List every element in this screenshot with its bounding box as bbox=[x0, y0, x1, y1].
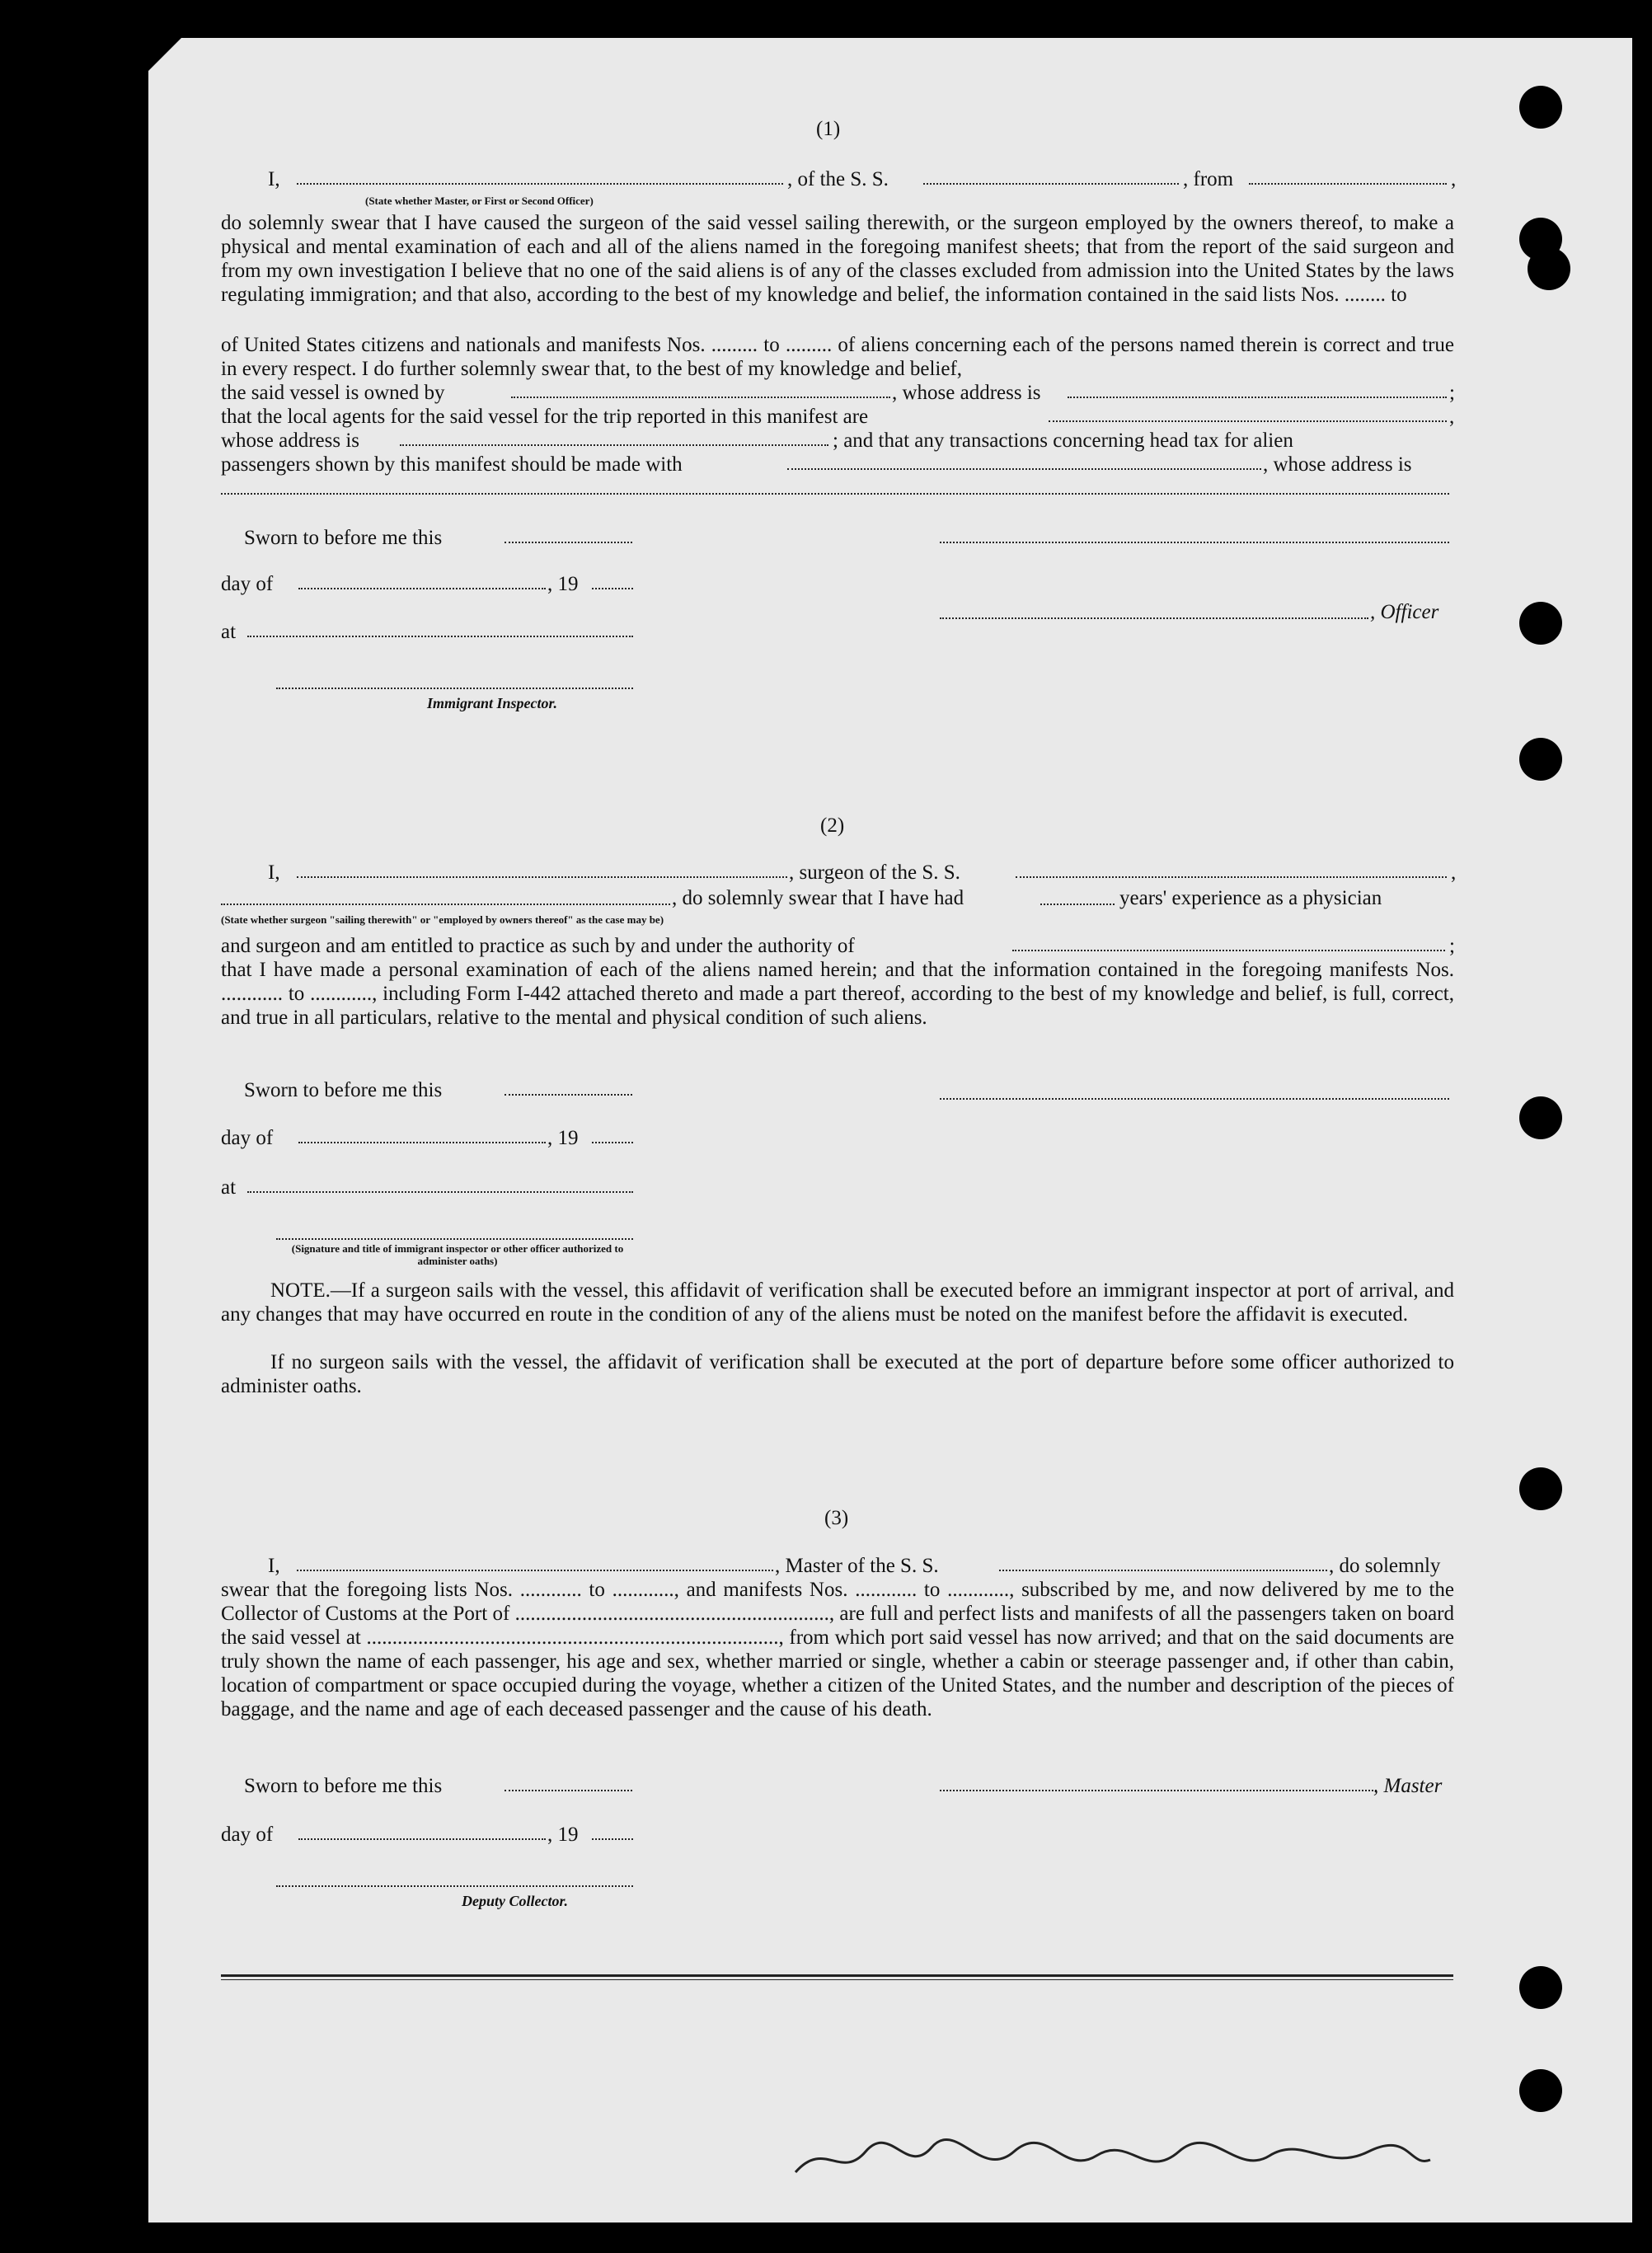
sworn-day-field[interactable] bbox=[505, 542, 632, 543]
ship-name-field[interactable] bbox=[923, 183, 1179, 185]
surgeon-year-field[interactable] bbox=[592, 1142, 633, 1143]
owner-field[interactable] bbox=[511, 397, 890, 398]
master-sworn-day-field[interactable] bbox=[505, 1790, 632, 1791]
agents-address-field[interactable] bbox=[400, 444, 828, 446]
line-comma: , bbox=[1451, 168, 1457, 190]
master-month-field[interactable] bbox=[298, 1838, 546, 1840]
agents-label: that the local agents for the said vessel for the trip reported in this manifest are bbox=[221, 406, 869, 428]
section-2-number: (2) bbox=[820, 814, 845, 837]
surgeon-place-field[interactable] bbox=[247, 1191, 633, 1193]
master-year-field[interactable] bbox=[592, 1838, 633, 1840]
bottom-rule bbox=[221, 1974, 1453, 1977]
surgeon-sworn-day-field[interactable] bbox=[505, 1094, 632, 1096]
surgeon-oath-text: , do solemnly swear that I have had bbox=[672, 887, 964, 909]
surgeon-ship-label: , surgeon of the S. S. bbox=[789, 861, 960, 884]
month-field[interactable] bbox=[298, 588, 546, 589]
binder-hole bbox=[1519, 1966, 1562, 2009]
officer-name-field[interactable] bbox=[297, 183, 783, 185]
section-1-number: (1) bbox=[816, 118, 841, 140]
master-name-field[interactable] bbox=[297, 1570, 773, 1571]
surgeon-line-comma: , bbox=[1451, 861, 1457, 884]
officer-title: , Officer bbox=[1370, 601, 1439, 623]
master-name-label: I, bbox=[268, 1555, 280, 1577]
master-oath-paragraph: swear that the foregoing lists Nos. ............ to ............, and manifests Nos. ............ to ............, subscribed by me, and now delivered by me to the Collector of Customs at the Port of ............................................................., are full and perfect lists and manifests of all the passengers taken on board the said vessel at ................................................................................, from which port said vessel has now arrived; and that on the said documents are truly shown the name of each passenger, his age and sex, whether married or single, whether a cabin or steerage passenger and, if other than cabin, location of compartment or space occupied during the voyage, whether a citizen of the United States, and the number and description of the pieces of baggage, and the name and age of each deceased passenger and the cause of his death. bbox=[221, 1579, 1454, 1720]
bottom-rule-lower bbox=[221, 1979, 1453, 1980]
surgeon-status-field[interactable] bbox=[221, 904, 670, 905]
master-year-label: , 19 bbox=[547, 1824, 579, 1846]
inspector-signature-field[interactable] bbox=[276, 688, 633, 689]
binder-hole bbox=[1519, 602, 1562, 645]
owner-address-label: , whose address is bbox=[892, 382, 1041, 404]
place-field[interactable] bbox=[247, 636, 633, 637]
master-title: , Master bbox=[1373, 1775, 1443, 1797]
oath-paragraph: do solemnly swear that I have caused the surgeon of the said vessel sailing therewith, or the surgeon employed by the owners thereof, to make a physical and mental examination of each and all of the aliens named in the foregoing manifest sheets; that from the report of the said surgeon and from my own investigation I believe that no one of the said aliens is of any of the classes excluded from admission into the United States by the laws regulating immigration; and that also, according to the best of my knowledge and belief, the information contained in the said lists Nos. ........ to bbox=[221, 212, 1454, 306]
surgeon-month-field[interactable] bbox=[298, 1142, 546, 1143]
immigrant-inspector-label: Immigrant Inspector. bbox=[427, 695, 558, 711]
authority-field[interactable] bbox=[1012, 950, 1445, 951]
surgeon-day-of-label: day of bbox=[221, 1127, 274, 1149]
sworn-label: Sworn to before me this bbox=[244, 527, 443, 549]
binder-hole bbox=[1519, 2069, 1562, 2112]
master-ship-field[interactable] bbox=[999, 1570, 1327, 1571]
deputy-collector-label: Deputy Collector. bbox=[462, 1893, 568, 1909]
surgeon-name-field[interactable] bbox=[297, 876, 787, 878]
officer-signature-line-1[interactable] bbox=[940, 542, 1449, 543]
officer-signature-line-2[interactable] bbox=[940, 617, 1368, 619]
owner-label: the said vessel is owned by bbox=[221, 382, 445, 404]
binder-hole bbox=[1519, 1467, 1562, 1510]
officer-name-label: I, bbox=[268, 168, 280, 190]
surgeon-status-note: (State whether surgeon "sailing therewith" or "employed by owners thereof" as the case may be) bbox=[221, 913, 664, 926]
year-label: , 19 bbox=[547, 573, 579, 595]
officer-rank-note: (State whether Master, or First or Second Officer) bbox=[365, 195, 594, 207]
agents-address-label: whose address is bbox=[221, 429, 360, 452]
surgeon-signature-line[interactable] bbox=[940, 1098, 1449, 1100]
surgeon-at-label: at bbox=[221, 1176, 237, 1199]
surgeon-note-paragraph: NOTE.—If a surgeon sails with the vessel, this affidavit of verification shall be executed before an immigrant inspector at port of arrival, and any changes that may have occurred en route in the condition of any of the aliens must be noted on the manifest before the affidavit is executed. bbox=[221, 1279, 1454, 1326]
binder-hole bbox=[1528, 247, 1570, 290]
head-tax-address-field[interactable] bbox=[221, 493, 1449, 495]
examination-paragraph: that I have made a personal examination of each of the aliens named herein; and that the information contained in the foregoing manifests Nos. ............ to ............, including Form I-442 attached thereto and made a part thereof, according to the best of my knowledge and belief, is full, correct, and true in all particulars, relative to the mental and physical condition of such aliens. bbox=[221, 959, 1454, 1029]
authority-semicolon: ; bbox=[1449, 935, 1455, 957]
surgeon-year-label: , 19 bbox=[547, 1127, 579, 1149]
departure-port-field[interactable] bbox=[1249, 183, 1447, 185]
surgeon-name-label: I, bbox=[268, 861, 280, 884]
head-tax-contact-field[interactable] bbox=[787, 468, 1261, 470]
authority-label: and surgeon and am entitled to practice as such by and under the authority of bbox=[221, 935, 855, 957]
binder-hole bbox=[1519, 86, 1562, 129]
handwritten-annotation bbox=[791, 2135, 1434, 2185]
experience-label: years' experience as a physician bbox=[1119, 887, 1382, 909]
master-ship-label: , Master of the S. S. bbox=[775, 1555, 939, 1577]
year-field[interactable] bbox=[592, 588, 633, 589]
master-day-of-label: day of bbox=[221, 1824, 274, 1846]
master-signature-line[interactable] bbox=[940, 1790, 1377, 1791]
agents-field[interactable] bbox=[1049, 420, 1447, 422]
section-3-number: (3) bbox=[824, 1507, 849, 1529]
surgeon-ship-field[interactable] bbox=[1016, 876, 1447, 878]
do-solemnly-label: , do solemnly bbox=[1329, 1555, 1441, 1577]
head-tax-contact-label: passengers shown by this manifest should be made with bbox=[221, 453, 683, 476]
witness-signature-field[interactable] bbox=[276, 1238, 633, 1240]
years-experience-field[interactable] bbox=[1040, 904, 1115, 905]
no-surgeon-note-paragraph: If no surgeon sails with the vessel, the affidavit of verification shall be executed at the port of departure before some officer authorized to administer oaths. bbox=[221, 1351, 1454, 1397]
head-tax-address-label: , whose address is bbox=[1263, 453, 1412, 476]
master-sworn-label: Sworn to before me this bbox=[244, 1775, 443, 1797]
at-label: at bbox=[221, 621, 237, 643]
owner-address-semicolon: ; bbox=[1449, 382, 1455, 404]
binder-hole bbox=[1519, 738, 1562, 781]
deputy-collector-signature-field[interactable] bbox=[276, 1885, 633, 1887]
head-tax-clause: ; and that any transactions concerning head tax for alien bbox=[833, 429, 1293, 452]
agents-comma: , bbox=[1449, 406, 1455, 428]
citizens-paragraph: of United States citizens and nationals and manifests Nos. ......... to ......... of aliens concerning each of the persons named therein is correct and true in every respect. I do further solemnly swear that, to the best of my knowledge and belief, bbox=[221, 334, 1454, 380]
ship-name-label: , of the S. S. bbox=[787, 168, 889, 190]
witness-signature-note: (Signature and title of immigrant inspector or other officer authorized to administer oaths) bbox=[291, 1242, 624, 1267]
binder-hole bbox=[1519, 1096, 1562, 1139]
day-of-label: day of bbox=[221, 573, 274, 595]
owner-address-field[interactable] bbox=[1068, 397, 1447, 398]
departure-port-label: , from bbox=[1183, 168, 1234, 190]
surgeon-sworn-label: Sworn to before me this bbox=[244, 1079, 443, 1101]
